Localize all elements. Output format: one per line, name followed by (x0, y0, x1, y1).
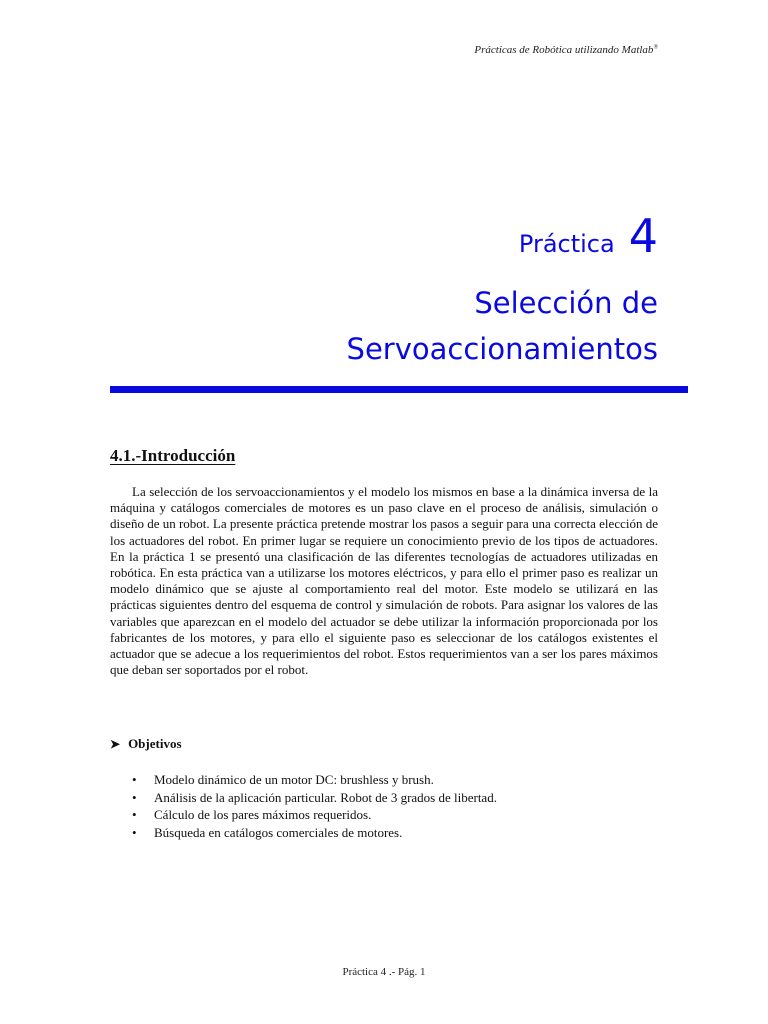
list-item-text: Modelo dinámico de un motor DC: brushless y brush. (154, 772, 434, 787)
introduction-paragraph: La selección de los servoaccionamientos y el modelo los mismos en base a la dinámica inversa de la máquina y catálogos comerciales de motores es un paso clave en el proceso de análisis, simulación o diseño de un robot. La presente práctica pretende mostrar los pasos a seguir para una correcta elección de los actuadores del robot. En primer lugar se requiere un conocimiento previo de los tipos de actuadores. En la práctica 1 se presentó una clasificación de las diferentes tecnologías de actuadores utilizadas en robótica. En esta práctica van a utilizarse los motores eléctricos, y para ello el primer paso es realizar un modelo dinámico que se ajuste al comportamiento real del motor. Este modelo se utilizará en las prácticas siguientes dentro del esquema de control y simulación de robots. Para asignar los valores de las variables que aparezcan en el modelo del actuador se debe utilizar la información proporcionada por los fabricantes de los motores, y para ello el siguiente paso es seleccionar de los catálogos existentes el actuador que se adecue a los requerimientos del robot. Estos requerimientos van a ser los pares máximos que deban ser soportados por el robot. (110, 484, 658, 678)
page-footer: Práctica 4 .- Pág. 1 (342, 966, 426, 978)
list-item (132, 824, 497, 842)
running-title: Prácticas de Robótica utilizando Matlab (474, 44, 654, 56)
arrow-bullet-icon: ➤ (110, 736, 121, 751)
chapter-label-line (347, 208, 658, 264)
bullet-icon: • (132, 789, 137, 805)
chapter-title (347, 280, 658, 372)
section-heading: 4.1.-Introducción (110, 446, 236, 465)
running-header (474, 44, 658, 56)
list-item-text: Análisis de la aplicación particular. Robot de 3 grados de libertad. (154, 789, 497, 805)
bullet-icon: • (132, 824, 137, 840)
objectives-heading (110, 736, 182, 752)
list-item (132, 771, 497, 789)
list-item-text: Cálculo de los pares máximos requeridos. (154, 807, 372, 822)
title-divider-rule (110, 386, 688, 393)
chapter-title-line-2: Servoaccionamientos (346, 332, 658, 366)
list-item (132, 806, 497, 824)
chapter-title-line-1: Selección de (474, 286, 658, 320)
bullet-icon: • (132, 807, 137, 822)
chapter-number: 4 (628, 209, 658, 263)
trademark-mark: ® (653, 44, 658, 51)
objectives-list (132, 771, 497, 841)
objectives-heading-label: Objetivos (128, 736, 182, 751)
list-item-text: Búsqueda en catálogos comerciales de motores. (154, 824, 403, 840)
chapter-label: Práctica (518, 230, 615, 258)
chapter-title-block (347, 208, 658, 372)
bullet-icon: • (132, 772, 137, 787)
list-item (132, 789, 497, 807)
